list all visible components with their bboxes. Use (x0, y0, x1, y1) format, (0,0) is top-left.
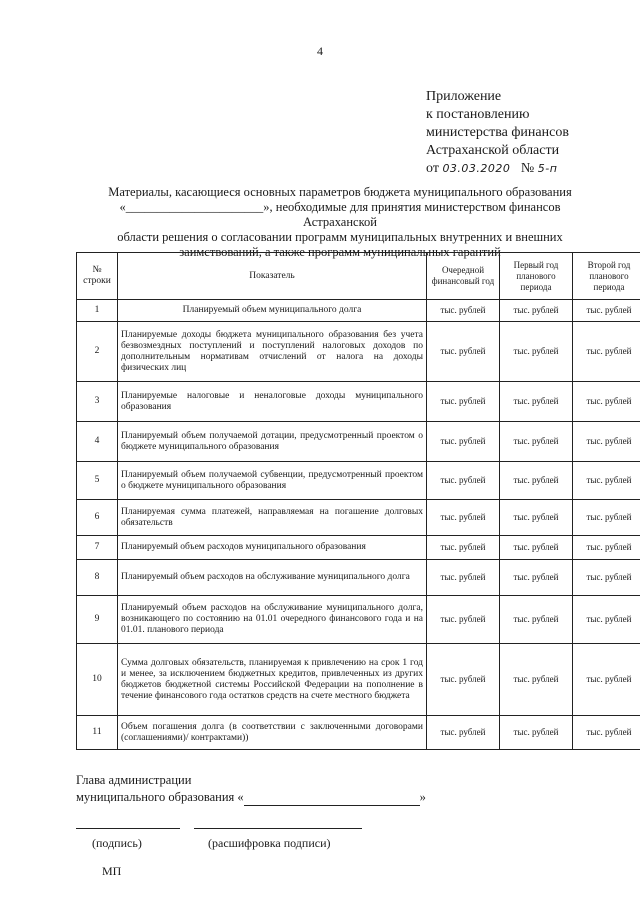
parameters-table (76, 252, 640, 750)
row-value-1: тыс. рублей (427, 300, 500, 322)
table-row (77, 536, 640, 560)
row-value-1: тыс. рублей (427, 322, 500, 382)
stamp-placeholder: МП (102, 864, 122, 878)
table-row (77, 644, 640, 716)
header-second-plan-year: Второй год планового периода (573, 253, 640, 300)
row-value-2: тыс. рублей (500, 536, 573, 560)
row-value-1: тыс. рублей (427, 422, 500, 462)
row-value-1: тыс. рублей (427, 382, 500, 422)
row-value-2: тыс. рублей (500, 716, 573, 750)
row-value-1: тыс. рублей (427, 596, 500, 644)
row-number: 8 (77, 560, 118, 596)
row-value-2: тыс. рублей (500, 422, 573, 462)
header-current-year: Очередной финансовый год (427, 253, 500, 300)
signature-label: (подпись) (92, 836, 142, 850)
title-line-2: «______________________», необходимые для принятия министерством финансов Астраханской (119, 200, 561, 229)
table-row (77, 382, 640, 422)
appendix-line-2: к постановлению (426, 107, 530, 122)
table-row (77, 422, 640, 462)
row-indicator: Планируемый объем муниципального долга (118, 300, 427, 322)
row-value-3: тыс. рублей (573, 500, 640, 536)
header-indicator: Показатель (118, 253, 427, 300)
signature-block (76, 772, 426, 806)
row-value-2: тыс. рублей (500, 560, 573, 596)
table-header-row (77, 253, 640, 300)
row-value-2: тыс. рублей (500, 596, 573, 644)
row-number: 6 (77, 500, 118, 536)
row-indicator: Планируемая сумма платежей, направляемая на погашение долговых обязательств (118, 500, 427, 536)
row-number: 1 (77, 300, 118, 322)
row-value-1: тыс. рублей (427, 716, 500, 750)
signature-underline (76, 828, 180, 829)
decryption-underline (194, 828, 362, 829)
row-value-2: тыс. рублей (500, 644, 573, 716)
appendix-date-line (426, 160, 569, 178)
table-row (77, 560, 640, 596)
header-first-plan-year: Первый год планового периода (500, 253, 573, 300)
row-value-2: тыс. рублей (500, 462, 573, 500)
row-value-2: тыс. рублей (500, 300, 573, 322)
municipality-suffix: » (419, 790, 426, 804)
row-value-2: тыс. рублей (500, 322, 573, 382)
row-indicator: Объем погашения долга (в соответствии с заключенными договорами (соглашениями)/ контрактами)) (118, 716, 427, 750)
row-indicator: Планируемый объем расходов муниципального образования (118, 536, 427, 560)
row-value-3: тыс. рублей (573, 536, 640, 560)
appendix-block (426, 88, 569, 178)
row-value-3: тыс. рублей (573, 322, 640, 382)
document-title (82, 185, 598, 260)
row-indicator: Планируемые доходы бюджета муниципального образования без учета безвозмездных поступлений и поступлений налоговых доходов по дополнительным нормативам отчислений от налога на доходы физических лиц (118, 322, 427, 382)
title-line-3: области решения о согласовании программ муниципальных внутренних и внешних (117, 230, 563, 244)
appendix-line-4: Астраханской области (426, 143, 560, 158)
row-number: 5 (77, 462, 118, 500)
header-num: № строки (77, 253, 118, 300)
row-value-3: тыс. рублей (573, 382, 640, 422)
row-indicator: Планируемый объем расходов на обслуживание муниципального долга (118, 560, 427, 596)
row-indicator: Сумма долговых обязательств, планируемая к привлечению на срок 1 год и менее, за исключением бюджетных кредитов, привлеченных из других бюджетов бюджетной системы Российской Федерации на пополнение в течение финансового года остатков средств на счете местного бюджета (118, 644, 427, 716)
row-value-3: тыс. рублей (573, 560, 640, 596)
title-line-4: заимствований, а также программ муниципальных гарантий (179, 245, 501, 259)
row-value-2: тыс. рублей (500, 382, 573, 422)
table-row (77, 300, 640, 322)
appendix-line-3: министерства финансов (426, 125, 569, 140)
decryption-label: (расшифровка подписи) (208, 836, 331, 850)
appendix-line-1: Приложение (426, 89, 502, 104)
table-row (77, 716, 640, 750)
row-number: 10 (77, 644, 118, 716)
handwritten-date: 03.03.2020 (442, 162, 511, 175)
row-indicator: Планируемые налоговые и неналоговые доходы муниципального образования (118, 382, 427, 422)
row-value-1: тыс. рублей (427, 560, 500, 596)
row-value-3: тыс. рублей (573, 462, 640, 500)
row-value-3: тыс. рублей (573, 422, 640, 462)
row-number: 9 (77, 596, 118, 644)
municipality-prefix: муниципального образования « (76, 790, 244, 804)
row-value-3: тыс. рублей (573, 596, 640, 644)
number-prefix: № (520, 161, 535, 176)
row-value-3: тыс. рублей (573, 716, 640, 750)
row-indicator: Планируемый объем расходов на обслуживание муниципального долга, возникающего по состоянию на 01.01 очередного финансового года и на 01.01. планового периода (118, 596, 427, 644)
row-number: 4 (77, 422, 118, 462)
municipality-line (76, 789, 426, 806)
row-value-2: тыс. рублей (500, 500, 573, 536)
handwritten-number: 5-п (537, 162, 558, 175)
date-prefix: от (426, 161, 439, 176)
row-value-1: тыс. рублей (427, 536, 500, 560)
title-line-1: Материалы, касающиеся основных параметров бюджета муниципального образования (108, 185, 572, 199)
row-value-1: тыс. рублей (427, 462, 500, 500)
table-row (77, 462, 640, 500)
row-indicator: Планируемый объем получаемой субвенции, предусмотренный проектом о бюджете муниципального образования (118, 462, 427, 500)
table-row (77, 596, 640, 644)
row-number: 3 (77, 382, 118, 422)
row-value-1: тыс. рублей (427, 500, 500, 536)
row-number: 2 (77, 322, 118, 382)
table-row (77, 500, 640, 536)
head-title: Глава администрации (76, 773, 192, 787)
row-value-1: тыс. рублей (427, 644, 500, 716)
row-indicator: Планируемый объем получаемой дотации, предусмотренный проектом о бюджете муниципального образования (118, 422, 427, 462)
signature-lines-row (76, 818, 376, 848)
row-value-3: тыс. рублей (573, 644, 640, 716)
row-value-3: тыс. рублей (573, 300, 640, 322)
table-row (77, 322, 640, 382)
page-number: 4 (317, 44, 323, 58)
row-number: 7 (77, 536, 118, 560)
row-number: 11 (77, 716, 118, 750)
municipality-blank (244, 793, 420, 806)
